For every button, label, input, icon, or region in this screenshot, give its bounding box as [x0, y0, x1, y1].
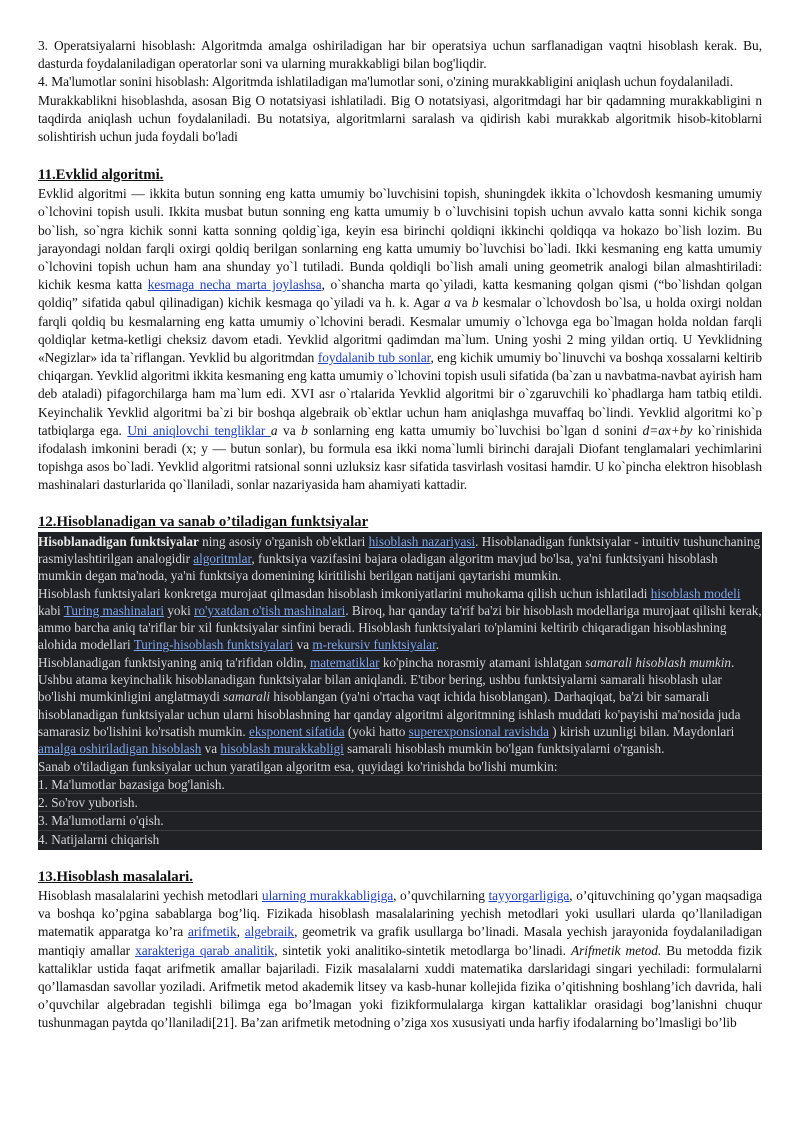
text: Hisoblanadigan funktsiyaning aniq ta'rifidan oldin, [38, 654, 310, 670]
link-tengliklar[interactable]: Uni aniqlovchi tengliklar [127, 422, 271, 438]
paragraph-computable-3 [38, 654, 762, 758]
text: , funktsiya vazifasini bajara oladigan algoritm mavjud bo'lsa, ya'ni funktsiyani hisoblash mumkin degan ma'noda, ya'ni funktsiya domenining kiritilishi berilgan natijani qaytarishi mumkin. [38, 550, 718, 584]
text: . Biroq, har qanday ta'rif ba'zi bir hisoblash modellariga murojaat qilishi kerak, ammo barcha aniq ta'riflar bir xil funktsiyalar sinfini beradi. Hisoblash funktsiyalari to'plamini keltirib chiqaradigan hisoblashning alohida modellari [38, 602, 762, 653]
italic-term: Arifmetik metod. [571, 942, 662, 958]
link-algoritmlar[interactable]: algoritmlar [193, 550, 252, 566]
text: ) kirish uzunligi bilan. Maydonlari [548, 723, 735, 739]
document-page [38, 37, 762, 1033]
link-eksponent[interactable]: eksponent sifatida [248, 723, 345, 739]
var-b: b [301, 422, 308, 438]
var-a: a [444, 295, 451, 311]
var-a: a [270, 422, 278, 438]
link-tayyorgarligiga[interactable]: tayyorgarligiga [488, 888, 570, 904]
link-hisoblash-modeli[interactable]: hisoblash modeli [650, 585, 741, 601]
text: , o’quvchilarning [393, 888, 489, 904]
heading-computable-functions: 12.Hisoblanadigan va sanab o’tiladigan funktsiyalar [38, 513, 369, 530]
link-matematiklar[interactable]: matematiklar [309, 654, 380, 670]
text: Hisoblash masalalarini yechish metodlari [38, 888, 262, 904]
text: , eng kichik umumiy bo`linuvchi va boshqa xossalarni keltirib chiqargan. Yevklid algoritmi ikkita kesmaning eng katta umumiy o`lchovini topish usuli sifatida (ba`zan u navbatma-navbat ayirish ham deb ataladi) pifagorchilarga ham ma`lum edi. XVI asr o`rtalarida Yevklid algoritmi bir o`zgaruvchili ko`phadlarga ham tatbiq etildi. Keyinchalik Yevklid algoritmi ba`zi bir boshqa algebraik ob`ektlar uchun ham aniqlashga muvaffaq bo`lindi. Yevklid algoritmi ko`p tatbiqlarga ega. [38, 350, 762, 438]
text: , o’qituvchining qo’ygan maqsadiga va boshqa ko’pgina sabablarga bog’liq. Fizikada hisoblash masalalarining yechish metodlari yoki usullari ularda qo’llaniladigan matematik apparatga ko’ra [38, 888, 762, 940]
heading-computational-problems: 13.Hisoblash masalalari. [38, 869, 193, 886]
link-algebraik[interactable]: algebraik [244, 924, 295, 940]
text: ning asosiy o'rganish ob'ektlari [198, 533, 369, 549]
text: , [236, 924, 245, 940]
link-royxatdan-otish[interactable]: ro'yxatdan o'tish mashinalari [194, 602, 346, 618]
list-item: 4. Natijalarni chiqarish [38, 830, 762, 848]
text: , geometrik va grafik usullarga bo’linadi. Masala yechish jarayonida foydalaniladigan mantiqiy amallar [38, 924, 762, 958]
text: . Hisoblanadigan funktsiyalar - intuitiv tushunchaning rasmiylashtirilgan analogidir [38, 533, 761, 566]
text: ko`rinishida ifodalash imkonini beradi (x; y — butun sonlar), bu formula esa ikki noma`lumli birinchi darajali Diofant tenglamalari yechimlarini topishga asos bo`ladi. Yevklid algoritmi ratsional sonni uzluksiz kasr sifatida tasvirlash vositasi hamdir. U ko`pincha elektron hisoblash mashinalari dasturlarida qo`llaniladi, sonlar nazariyasida ham ahamiyati kattadir. [38, 422, 763, 493]
text: hisoblangan (ya'ni o'rtacha vaqt ichida hisoblangan). Darhaqiqat, ba'zi bir samarali hisoblanadigan funktsiyalar uchun ularni hisoblashning har qanday algoritmi algoritmning ishlash muddati ko'payishi ma'nosida juda samarasiz bo'lishini ko'rsatish mumkin. [38, 689, 741, 739]
italic-term: samarali [223, 689, 271, 705]
link-analitik[interactable]: xarakteriga qarab analitik [135, 942, 275, 958]
link-turing-hisoblash[interactable]: Turing-hisoblash funktsiyalari [133, 637, 294, 653]
italic-term: samarali hisoblash mumkin [585, 654, 731, 670]
link-m-rekursiv[interactable]: m-rekursiv funktsiyalar [312, 637, 436, 653]
link-tub-sonlar[interactable]: foydalanib tub sonlar [317, 350, 431, 366]
text: (yoki hatto [344, 723, 409, 739]
text: Evklid algoritmi — ikkita butun sonning eng katta umumiy bo`luvchisini topish, shuningdek ikkita o`lchovdosh kesmaning umumiy o`lchovini topish usuli. Ikkita musbat butun sonning eng katta umumiy b o`luvchisini topish uchun avvalo katta sonni kichik songa bo`lish, so`ngra kichik sonni katta sonning qoldig`iga, keyin esa birinchi qoldiqni ikkinchi qoldiqqa va hokazo bo`lish lozim. Bu jarayondagi noldan farqli oxirgi qoldiq berilgan sonlarning eng katta umumiy bo`luvchisi bo`ladi. Ikki kesmaning eng katta umumiy o`lchovini topish uchun ham ana shunday yo`l tutiladi. Bunda qoldiqli bo`lish amali uning geometrik analogi bilan almashtiriladi: kichik kesma katta [38, 186, 762, 293]
text: . [435, 637, 440, 653]
text: Hisoblash funktsiyalari konkretga murojaat qilmasdan hisoblash imkoniyatlarini muhokama qilish uchun ishlatiladi [38, 585, 651, 601]
paragraph-data-count: 4. Ma'lumotlar sonini hisoblash: Algoritmda ishlatiladigan ma'lumotlar soni, o'zining murakkabligini aniqlash uchun foydalaniladi. [38, 74, 734, 90]
paragraph-algorithm-intro: Sanab o'tiladigan funksiyalar uchun yaratilgan algoritm esa, quyidagi ko'rinishda bo'lishi mumkin: [38, 758, 558, 774]
text: va [450, 295, 472, 311]
link-murakkabligiga[interactable]: ularning murakkabligiga [261, 888, 394, 904]
bold-term: Hisoblanadigan funktsiyalar [38, 533, 199, 549]
text: yoki [164, 602, 195, 618]
text: kabi [38, 602, 64, 618]
text: va [293, 637, 313, 653]
text: . Ushbu atama keyinchalik hisoblanadigan funktsiyalar bilan aniqlandi. E'tibor bering, ushbu funktsiyalarni samarali hisoblash ular bo'lishi mumkinligini anglatmaydi [38, 654, 735, 705]
link-hisoblash-nazariyasi[interactable]: hisoblash nazariyasi [368, 533, 476, 549]
link-hisoblash-murakkabligi[interactable]: hisoblash murakkabligi [220, 741, 344, 757]
paragraph-problems [38, 887, 762, 1033]
heading-euclid: 11.Evklid algoritmi. [38, 167, 164, 184]
paragraph-computable-2 [38, 585, 762, 654]
text: , sintetik yoki analitiko-sintetik metodlarga bo’linadi. [274, 942, 572, 958]
text: Bu metodda fizik kattaliklar ustida faqat arifmetik amallar bajariladi. Fizik masalalarni xuddi matematika darslaridagi singari yechiladi: formulalarni qo’llamasdan savollar yoziladi. Arifmetik metod akademik litsey va kasb-hunar kollejida fizika o’qitishning boshlang’ich davrida, hali o’quvchilar algebradan tegishli bilimga ega bo’lmagan yoki fizikformulalarga kirgan kattaliklar orasidagi bog’lanishni chuqur tushunmagan paytda qo’llaniladi[21]. Ba’zan arifmetik metodning o’ziga xos xususiyati unda harfiy ifodalarning bo’lmasligi bo’lib [38, 942, 762, 1031]
link-turing-mashinalari[interactable]: Turing mashinalari [63, 602, 165, 618]
list-item: 1. Ma'lumotlar bazasiga bog'lanish. [38, 775, 762, 793]
link-kesmaga[interactable]: kesmaga necha marta joylashsa [147, 277, 322, 293]
paragraph-big-o: Murakkablikni hisoblashda, asosan Big O notatsiyasi ishlatiladi. Big O notatsiyasi, algoritmdagi har bir qadamning murakkabligini n taqdirda aniqlash uchun foydalaniladi. Bu notatsiya, algoritmlarni saralash va qidirish kabi murakkab algoritmik hisob-kitoblarni solishtirish uchun juda foydali bo'ladi [38, 92, 762, 145]
dark-quote-block [38, 532, 762, 850]
list-item: 3. Ma'lumotlarni o'qish. [38, 811, 762, 829]
paragraph-euclid [38, 185, 762, 494]
link-amalga-oshiriladigan[interactable]: amalga oshiriladigan hisoblash [38, 741, 202, 757]
text: samarali hisoblash mumkin bo'lgan funktsiyalarni o'rganish. [343, 741, 665, 757]
list-item: 2. So'rov yuborish. [38, 793, 762, 811]
formula: d=ax+by [642, 422, 693, 438]
link-superexponsional[interactable]: superexponsional ravishda [408, 723, 549, 739]
paragraph-operations: 3. Operatsiyalarni hisoblash: Algoritmda amalga oshiriladigan har bir operatsiya uchun sarflanadigan vaqtni hisoblash kerak. Bu, dasturda foydalaniladigan operatorlar soni va ularning murakkabligi bilan bog'liqdir. [38, 38, 762, 72]
text: , o`shancha marta qo`yiladi, katta kesmaning qolgan qismi (“bo`lishdan qolgan qoldiq” sifatida qabul qilinadigan) kichik kesmaga qo`yiladi va h. k. Agar [38, 277, 763, 311]
paragraph-computable-1 [38, 533, 762, 585]
text: sonlarning eng katta umumiy bo`luvchisi bo`lgan d sonini [307, 422, 643, 438]
link-arifmetik[interactable]: arifmetik [187, 924, 237, 940]
text: va [277, 422, 302, 438]
text: va [201, 741, 221, 757]
text: kesmalar o`lchovdosh bo`lsa, u holda oxirgi noldan farqli qoldiq bu kesmalarning eng katta umumiy o`lchovini beradi. Kesmalar umumiy o`lchovga ega bo`lmagan holda noldan farqli qoldiqlar ketma-ketligi cheksiz davom etadi. Yevklid algoritmi qadimdan ma`lum. Uning yoshi 2 ming yildan ortiq. U Yevklidning «Negizlar» ida ta`riflangan. Yevklid bu algoritmdan [38, 295, 762, 366]
var-b: b [471, 295, 479, 311]
text: ko'pincha norasmiy atamani ishlatgan [379, 654, 586, 670]
